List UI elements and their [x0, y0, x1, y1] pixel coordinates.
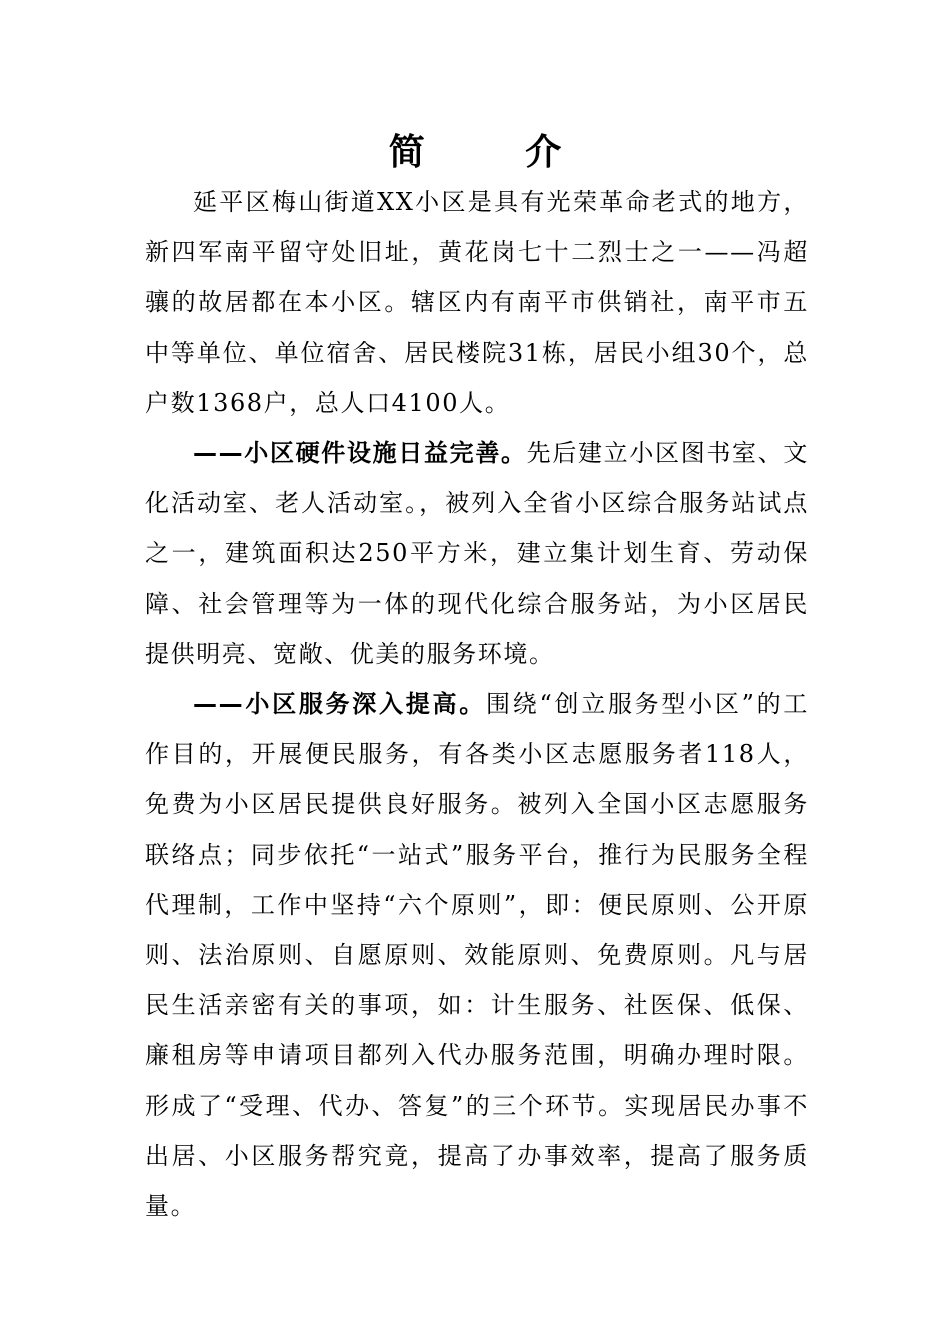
paragraph-text: 围绕“创立服务型小区”的工作目的，开展便民服务，有各类小区志愿服务者118人，免费为小区居民提供良好服务。被列入全国小区志愿服务联络点；同步依托“一站式”服务平台，推行为民服务全程代理制，工作中坚持“六个原则”，即：便民原则、公开原则、法治原则、自愿原则、效能原则、免费原则。凡与居民生活亲密有关的事项，如：计生服务、社医保、低保、廉租房等申请项目都列入代办服务范围，明确办理时限。形成了“受理、代办、答复”的三个环节。实现居民办事不出居、小区服务帮究竟，提高了办事效率，提高了服务质量。 — [145, 690, 809, 1221]
paragraph-intro — [145, 177, 809, 428]
paragraph-facilities — [145, 428, 809, 679]
paragraph-text: 先后建立小区图书室、文化活动室、老人活动室。，被列入全省小区综合服务站试点之一，建筑面积达250平方米，建立集计划生育、劳动保障、社会管理等为一体的现代化综合服务站，为小区居民提供明亮、宽敞、优美的服务环境。 — [145, 439, 809, 668]
paragraph-text: 延平区梅山街道XX小区是具有光荣革命老式的地方，新四军南平留守处旧址，黄花岗七十二烈士之一——冯超骧的故居都在本小区。辖区内有南平市供销社，南平市五中等单位、单位宿舍、居民楼院31栋，居民小组30个，总户数1368户，总人口4100人。 — [145, 188, 809, 417]
document-title: 简 介 — [388, 131, 606, 173]
document-body — [145, 177, 809, 1231]
paragraph-lead: ——小区硬件设施日益完善。 — [193, 439, 527, 468]
paragraph-lead: ——小区服务深入提高。 — [193, 690, 486, 719]
paragraph-services — [145, 679, 809, 1231]
